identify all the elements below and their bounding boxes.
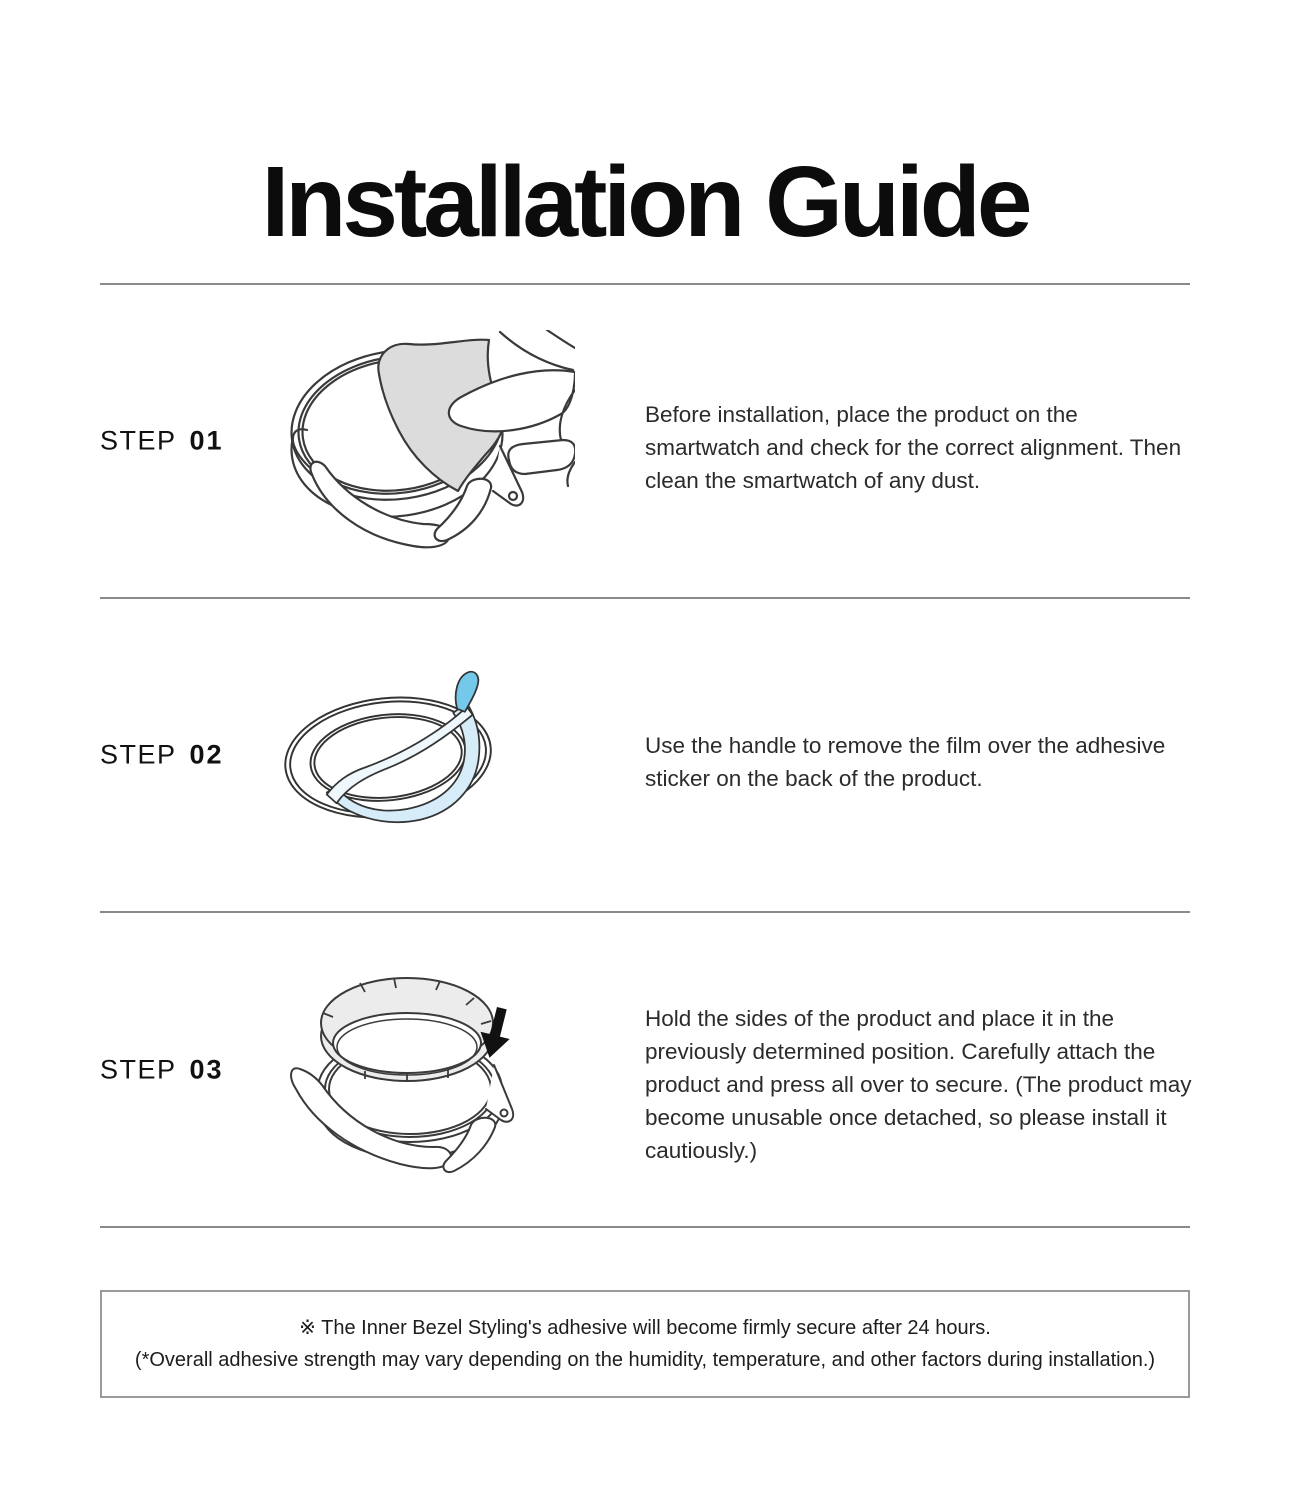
step-02-illustration-film-removal [278, 668, 502, 848]
step-number: 03 [189, 1054, 224, 1084]
step-03-illustration-attach-bezel [290, 965, 520, 1195]
divider-line [100, 1226, 1190, 1228]
step-number: 02 [189, 739, 224, 770]
note-line-2: (*Overall adhesive strength may vary depending on the humidity, temperature, and other factors during installation.) [134, 1349, 1156, 1371]
note-line-1: ※ The Inner Bezel Styling's adhesive will become firmly secure after 24 hours. [299, 1317, 991, 1339]
step-03-row [0, 913, 1290, 1226]
adhesive-note-box [100, 1290, 1190, 1398]
step-01-row [0, 285, 1290, 597]
step-word: STEP [100, 425, 177, 456]
step-01-description: Before installation, place the product on the smartwatch and check for the correct alignment. Then clean the smartwatch of any dust. [645, 402, 1182, 493]
bezel-ring [321, 978, 493, 1082]
step-01-illustration-watch-cleaning [285, 330, 575, 565]
step-02-description: Use the handle to remove the film over the adhesive sticker on the back of the product. [645, 733, 1166, 791]
step-03-description: Hold the sides of the product and place it in the previously determined position. Carefully attach the product and press all over to secure. (The product may become unusable once detached, so please install it cautiously.) [645, 1006, 1192, 1163]
adhesive-film [327, 672, 480, 822]
step-word: STEP [100, 739, 177, 770]
step-02-row [0, 599, 1290, 911]
step-number: 01 [189, 425, 224, 456]
step-word: STEP [100, 1054, 177, 1084]
page-title: Installation Guide [261, 146, 1029, 258]
film-handle [456, 672, 479, 712]
step-03-label [100, 1054, 224, 1085]
step-02-label [100, 740, 224, 771]
step-01-label [100, 426, 224, 457]
